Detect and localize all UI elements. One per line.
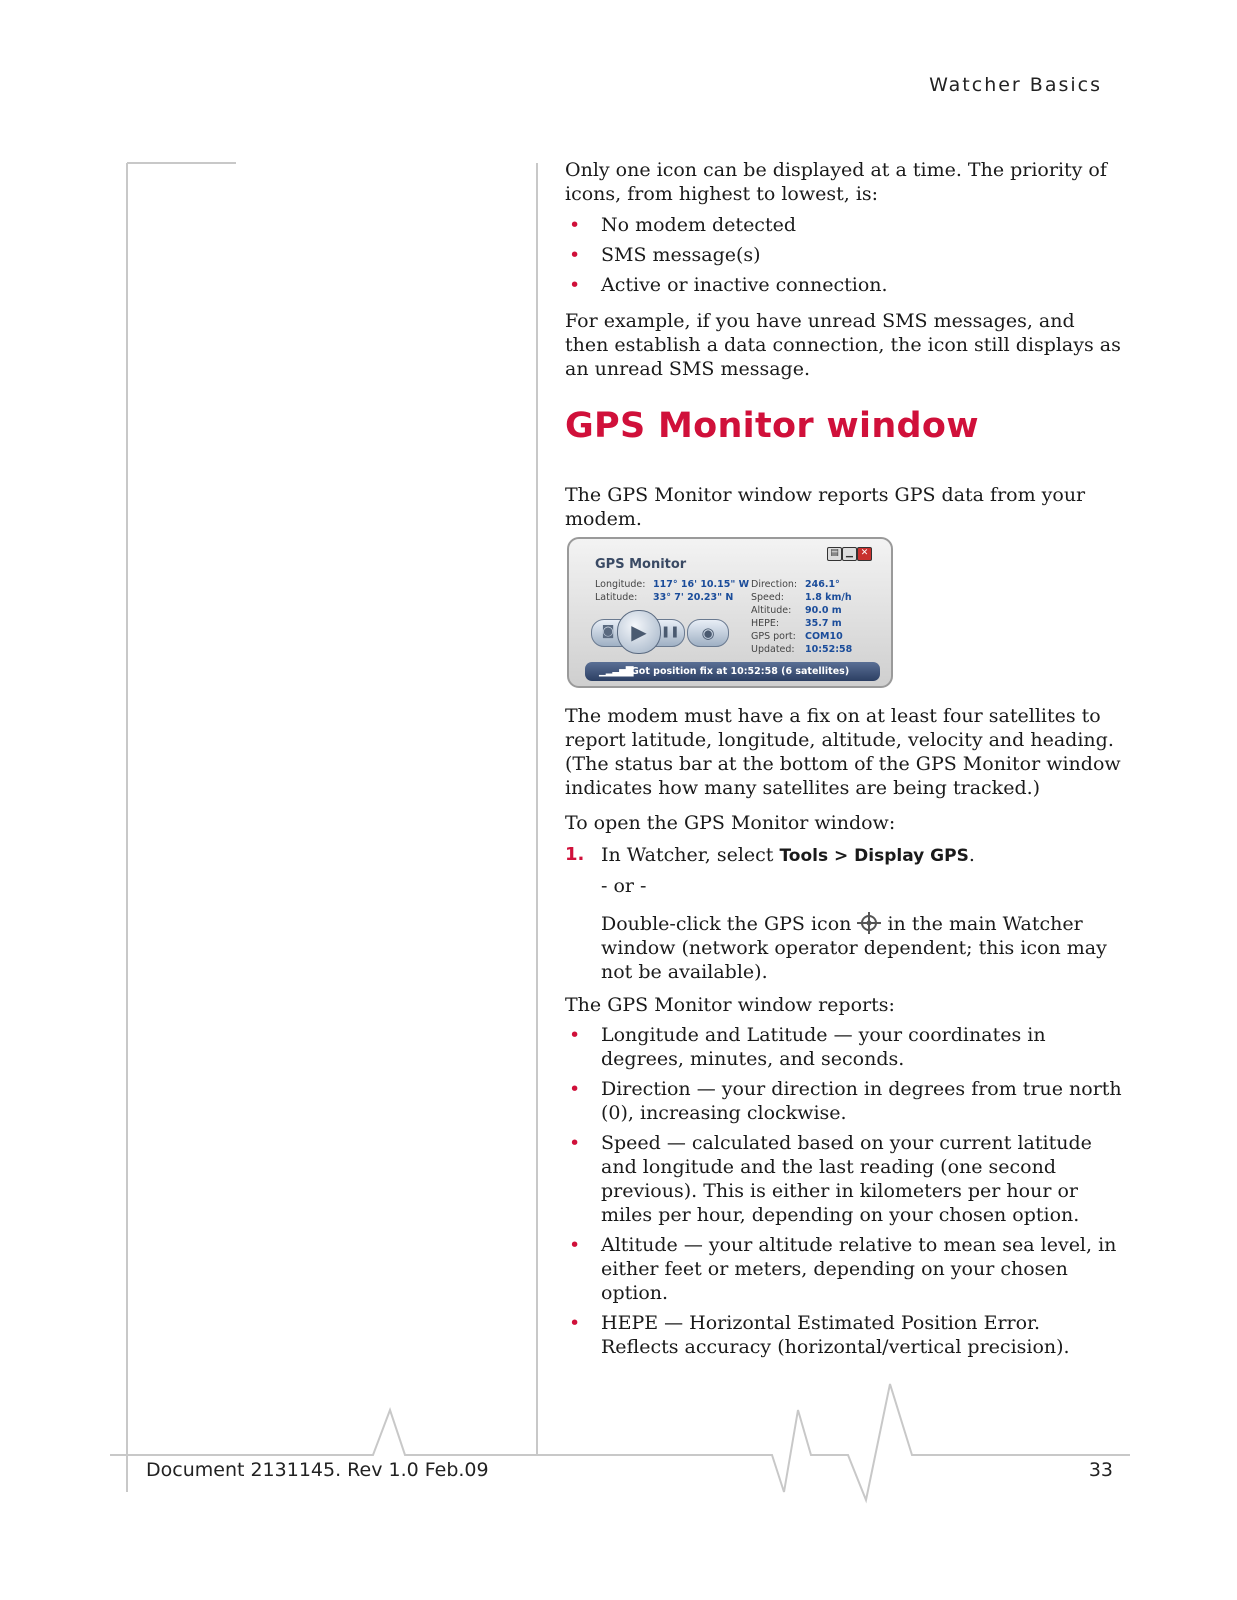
speed-value: 1.8 km/h (805, 592, 852, 603)
longitude-label: Longitude: (595, 579, 646, 590)
list-item: • Active or inactive connection. (565, 273, 1123, 297)
list-item: • Direction — your direction in degrees from true north (0), increasing clockwise. (565, 1077, 1123, 1125)
fix-paragraph: The modem must have a fix on at least four satellites to report latitude, longitude, altitude, velocity and heading. (The status bar at the bottom of the GPS Monitor window indicates how many satellites are being tracked.) (565, 705, 1121, 799)
double-click-text: Double-click the GPS icon (601, 913, 852, 935)
altitude-label: Altitude: (751, 605, 792, 616)
gps-window-title: GPS Monitor (595, 557, 687, 572)
latitude-value: 33° 7' 20.23" N (653, 592, 734, 603)
camera-icon[interactable]: ◙ (601, 624, 615, 639)
altitude-value: 90.0 m (805, 605, 842, 616)
list-item: • Longitude and Latitude — your coordinates in degrees, minutes, and seconds. (565, 1023, 1123, 1071)
updated-value: 10:52:58 (805, 644, 853, 655)
minimize-icon[interactable]: ▁ (842, 547, 857, 561)
intro-block (565, 158, 1123, 381)
direction-label: Direction: (751, 579, 798, 590)
list-item: • Speed — calculated based on your current latitude and longitude and the last reading (one second previous). This is either in kilometers per hour or miles per hour, depending on your chosen option. (565, 1131, 1123, 1227)
example-paragraph: For example, if you have unread SMS messages, and then establish a data connection, the icon still displays as an unread SMS message. (565, 310, 1121, 380)
latitude-label: Latitude: (595, 592, 638, 603)
direction-value: 246.1° (805, 579, 840, 590)
settings-icon[interactable]: ▤ (827, 547, 842, 561)
list-item: • Altitude — your altitude relative to mean sea level, in either feet or meters, depending on your chosen option. (565, 1233, 1123, 1305)
signal-bars-icon: ▁▂▃▅▇ (599, 666, 633, 677)
step-number: 1. (565, 844, 585, 865)
gps-crosshair-icon (857, 912, 881, 934)
pause-button[interactable]: ❚❚ (661, 625, 680, 638)
speed-label: Speed: (751, 592, 784, 603)
double-click-instruction (565, 912, 1123, 984)
longitude-value: 117° 16' 10.15" W (653, 579, 750, 590)
section-intro: The GPS Monitor window reports GPS data from your modem. (565, 484, 1086, 530)
hepe-value: 35.7 m (805, 618, 842, 629)
open-instructions: To open the GPS Monitor window: (565, 812, 896, 834)
menu-path: Tools > Display GPS (779, 846, 969, 866)
close-icon[interactable]: ✕ (857, 547, 872, 561)
reports-intro: The GPS Monitor window reports: (565, 994, 895, 1016)
section-heading: GPS Monitor window (565, 406, 979, 446)
gps-monitor-window (567, 537, 893, 688)
list-item: • No modem detected (565, 213, 1123, 237)
step-end: . (968, 844, 975, 866)
double-click-text-rest: in the main Watcher window (network operator dependent; this icon may not be available). (601, 913, 1107, 983)
updated-label: Updated: (751, 644, 795, 655)
globe-button[interactable]: ◉ (687, 619, 729, 647)
reports-list (565, 1023, 1123, 1359)
footer-document: Document 2131145. Rev 1.0 Feb.09 (146, 1459, 489, 1481)
gps-status-bar (585, 662, 880, 681)
list-item: • HEPE — Horizontal Estimated Position Error. Reflects accuracy (horizontal/vertical precision). (565, 1311, 1123, 1359)
step-text: In Watcher, select (601, 844, 780, 866)
hepe-label: HEPE: (751, 618, 780, 629)
gps-status-text: Got position fix at 10:52:58 (6 satellites) (631, 666, 850, 677)
step-1 (565, 843, 1123, 984)
gps-port-value: COM10 (805, 631, 843, 642)
running-header: Watcher Basics (929, 74, 1102, 96)
page-number: 33 (1088, 1459, 1113, 1481)
intro-paragraph: Only one icon can be displayed at a time. The priority of icons, from highest to lowest, is: (565, 159, 1107, 205)
play-button[interactable]: ▶ (617, 610, 661, 654)
list-item: • SMS message(s) (565, 243, 1123, 267)
or-separator: - or - (601, 875, 647, 897)
gps-port-label: GPS port: (751, 631, 796, 642)
